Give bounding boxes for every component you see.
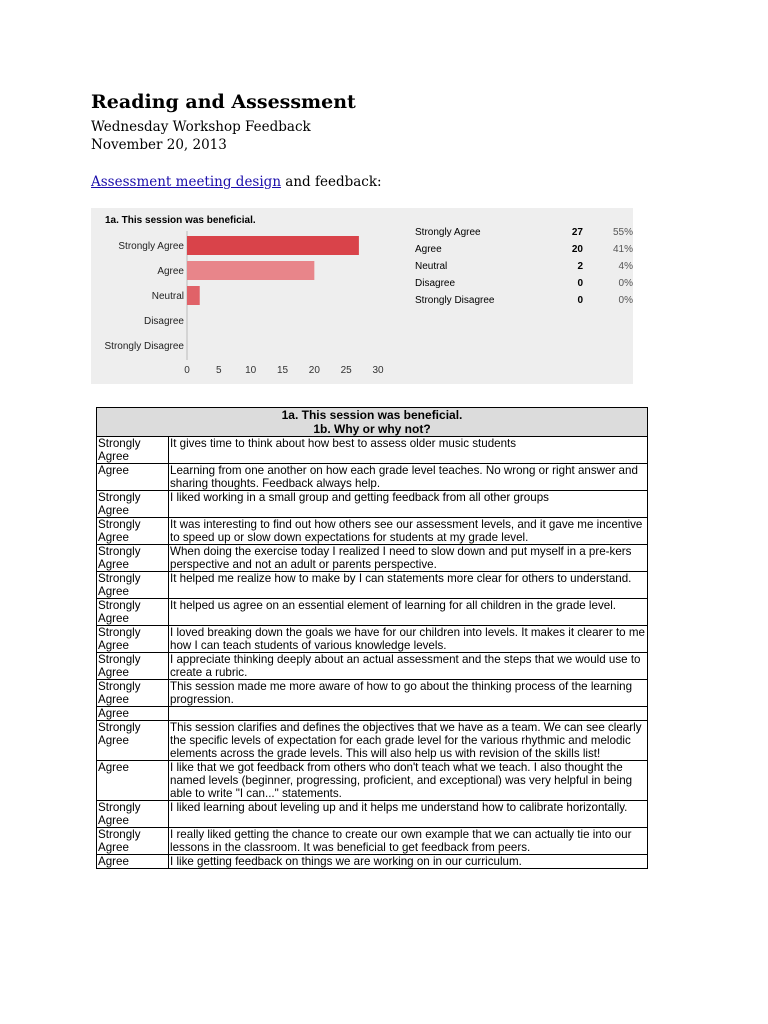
comment-cell: I liked working in a small group and getting feedback from all other groups bbox=[169, 491, 648, 518]
comment-cell: It helped me realize how to make by I can statements more clear for others to understand. bbox=[169, 572, 648, 599]
feedback-table bbox=[96, 407, 648, 869]
summary-row bbox=[415, 226, 633, 243]
summary-label: Strongly Agree bbox=[415, 227, 481, 238]
comment-cell: I appreciate thinking deeply about an actual assessment and the steps that we would use to create a rubric. bbox=[169, 653, 648, 680]
summary-row bbox=[415, 243, 633, 260]
table-row bbox=[97, 707, 648, 721]
table-row bbox=[97, 801, 648, 828]
rating-cell: Strongly Agree bbox=[97, 572, 169, 599]
summary-row bbox=[415, 294, 633, 311]
category-label: Disagree bbox=[143, 316, 184, 327]
assessment-meeting-design-link[interactable]: Assessment meeting design bbox=[91, 174, 282, 190]
x-tick-label: 30 bbox=[372, 365, 384, 376]
table-row bbox=[97, 437, 648, 464]
category-label: Strongly Agree bbox=[118, 241, 184, 252]
summary-percent: 55% bbox=[612, 227, 633, 238]
bar bbox=[187, 261, 314, 280]
comment-cell: This session made me more aware of how to go about the thinking process of the learning progression. bbox=[169, 680, 648, 707]
chart-title: 1a. This session was beneficial. bbox=[105, 215, 256, 226]
comment-cell: I really liked getting the chance to create our own example that we can actually tie into our lessons in the classroom. It was beneficial to get feedback from peers. bbox=[169, 828, 648, 855]
rating-cell: Agree bbox=[97, 855, 169, 869]
category-label: Strongly Disagree bbox=[104, 341, 184, 352]
table-row bbox=[97, 599, 648, 626]
table-row bbox=[97, 491, 648, 518]
rating-cell: Strongly Agree bbox=[97, 626, 169, 653]
intro-text: and feedback: bbox=[281, 174, 382, 190]
x-tick-label: 25 bbox=[340, 365, 352, 376]
table-header-row bbox=[97, 408, 648, 437]
comment-cell: I loved breaking down the goals we have for our children into levels. It makes it clearer to me how I can teach students of various knowledge levels. bbox=[169, 626, 648, 653]
page-subtitle: Wednesday Workshop Feedback bbox=[91, 119, 311, 135]
summary-row bbox=[415, 277, 633, 294]
summary-label: Disagree bbox=[415, 278, 456, 289]
table-row bbox=[97, 761, 648, 801]
x-tick-label: 5 bbox=[216, 365, 222, 376]
rating-cell: Strongly Agree bbox=[97, 801, 169, 828]
x-tick-label: 20 bbox=[308, 365, 320, 376]
comment-cell: I like getting feedback on things we are working on in our curriculum. bbox=[169, 855, 648, 869]
rating-cell: Strongly Agree bbox=[97, 545, 169, 572]
response-summary bbox=[415, 226, 633, 311]
comment-cell: Learning from one another on how each grade level teaches. No wrong or right answer and sharing thoughts. Feedback always help. bbox=[169, 464, 648, 491]
table-row bbox=[97, 545, 648, 572]
summary-percent: 0% bbox=[618, 295, 633, 306]
rating-cell: Strongly Agree bbox=[97, 828, 169, 855]
summary-label: Agree bbox=[415, 244, 442, 255]
bar bbox=[187, 236, 359, 255]
rating-cell: Agree bbox=[97, 761, 169, 801]
table-row bbox=[97, 828, 648, 855]
rating-cell: Strongly Agree bbox=[97, 721, 169, 761]
table-row bbox=[97, 518, 648, 545]
x-tick-label: 15 bbox=[276, 365, 289, 376]
table-row bbox=[97, 572, 648, 599]
rating-cell: Strongly Agree bbox=[97, 653, 169, 680]
rating-cell: Agree bbox=[97, 707, 169, 721]
summary-percent: 41% bbox=[612, 244, 633, 255]
summary-label: Strongly Disagree bbox=[415, 295, 495, 306]
table-header-line-2: 1b. Why or why not? bbox=[313, 422, 431, 436]
bar bbox=[187, 286, 200, 305]
comment-cell: I liked learning about leveling up and it helps me understand how to calibrate horizontally. bbox=[169, 801, 648, 828]
summary-count: 0 bbox=[577, 295, 583, 306]
category-label: Agree bbox=[157, 266, 184, 277]
table-row bbox=[97, 680, 648, 707]
comment-cell: This session clarifies and defines the objectives that we have as a team. We can see clearly the specific levels of expectation for each grade level for the various rhythmic and melodic elements across the grade levels. This will also help us with revision of the skills list! bbox=[169, 721, 648, 761]
category-label: Neutral bbox=[151, 291, 184, 302]
table-row bbox=[97, 721, 648, 761]
summary-row bbox=[415, 260, 633, 277]
summary-count: 20 bbox=[571, 244, 583, 255]
rating-cell: Strongly Agree bbox=[97, 491, 169, 518]
page-date: November 20, 2013 bbox=[91, 137, 227, 153]
comment-cell: It was interesting to find out how others see our assessment levels, and it gave me incentive to speed up or slow down expectations for students at my grade level. bbox=[169, 518, 648, 545]
summary-count: 2 bbox=[577, 261, 583, 272]
rating-cell: Strongly Agree bbox=[97, 437, 169, 464]
rating-cell: Agree bbox=[97, 464, 169, 491]
table-row bbox=[97, 855, 648, 869]
table-row bbox=[97, 626, 648, 653]
x-tick-label: 10 bbox=[245, 365, 257, 376]
comment-cell: I like that we got feedback from others who don't teach what we teach. I also thought the named levels (beginner, progressing, proficient, and exceptional) was very helpful in being able to write "I can..." statements. bbox=[169, 761, 648, 801]
comment-cell: It helped us agree on an essential element of learning for all children in the grade level. bbox=[169, 599, 648, 626]
table-row bbox=[97, 464, 648, 491]
summary-count: 27 bbox=[571, 227, 583, 238]
x-tick-label: 0 bbox=[184, 365, 190, 376]
rating-cell: Strongly Agree bbox=[97, 518, 169, 545]
rating-cell: Strongly Agree bbox=[97, 599, 169, 626]
table-header bbox=[97, 408, 648, 437]
page-title: Reading and Assessment bbox=[91, 91, 356, 113]
summary-percent: 4% bbox=[618, 261, 633, 272]
table-row bbox=[97, 653, 648, 680]
summary-percent: 0% bbox=[618, 278, 633, 289]
summary-count: 0 bbox=[577, 278, 583, 289]
comment-cell: It gives time to think about how best to assess older music students bbox=[169, 437, 648, 464]
rating-cell: Strongly Agree bbox=[97, 680, 169, 707]
intro-line bbox=[91, 174, 382, 190]
table-header-line-1: 1a. This session was beneficial. bbox=[281, 408, 463, 422]
summary-label: Neutral bbox=[415, 261, 448, 272]
comment-cell bbox=[169, 707, 648, 721]
comment-cell: When doing the exercise today I realized I need to slow down and put myself in a pre-kers perspective and not an adult or parents perspective. bbox=[169, 545, 648, 572]
